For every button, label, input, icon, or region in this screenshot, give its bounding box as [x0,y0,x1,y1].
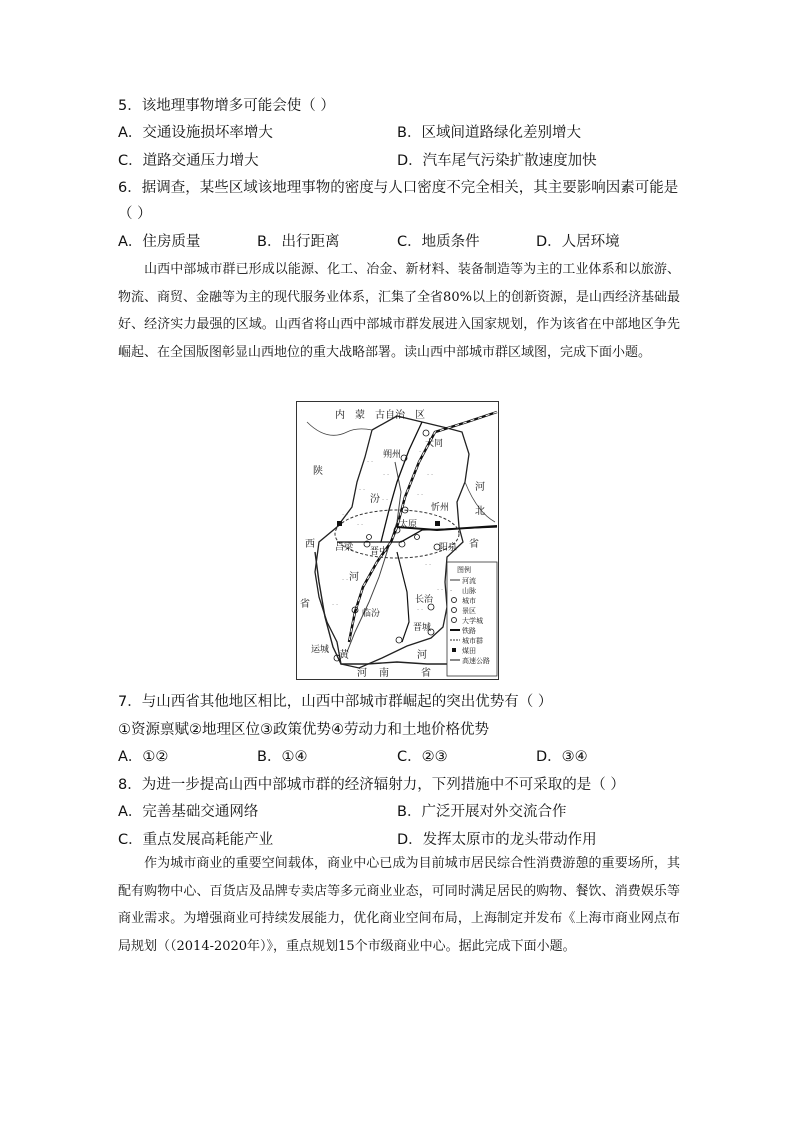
legend-university: 大学城 [462,617,483,625]
svg-text:ᐧ ᐧ: ᐧ ᐧ [342,576,348,584]
q5-option-d: D．汽车尾气污染扩散速度加快 [397,153,597,169]
svg-text:ᐧ ᐧ: ᐧ ᐧ [332,601,338,609]
river-north [307,422,372,435]
label-he-prov: 河 [417,650,427,661]
coalfield-marker [435,521,440,526]
q7-stem: 7．与山西省其他地区相比，山西中部城市群崛起的突出优势有（ ） [118,694,553,710]
label-fen: 汾 [370,494,380,505]
q6-stem-bracket: （ ） [118,206,152,222]
legend-mountain: 山脉 [462,587,476,595]
svg-text:ᐧ ᐧ: ᐧ ᐧ [383,471,389,479]
svg-text:ᐧ ᐧ: ᐧ ᐧ [359,486,365,494]
q7-option-c: C．②③ [397,749,448,765]
q6-option-d: D．人居环境 [536,234,620,250]
q6-option-b: B．出行距离 [257,234,340,250]
city-jinzhong: 晋中 [370,547,389,557]
q7-option-a: A．①② [118,749,169,765]
city-datong: 大同 [425,439,444,449]
legend-scenic: 景区 [462,607,476,615]
coalfield-marker [337,521,342,526]
label-henan-1: 河 [357,668,367,679]
legend-coalfield: 煤田 [462,647,476,655]
q8-option-d: D．发挥太原市的龙头带动作用 [397,832,597,848]
shanxi-city-cluster-map [296,401,499,680]
q6-option-c: C．地质条件 [397,234,480,250]
label-henan-2: 南 [379,668,389,679]
q6-option-a: A．住房质量 [118,234,201,250]
svg-text:ᐧ: ᐧ [450,587,452,595]
svg-text:ᐧ ᐧ: ᐧ ᐧ [357,521,363,529]
label-shaanxi-3: 省 [300,599,310,610]
city-xinzhou: 忻州 [431,503,450,513]
passage-shanxi [118,256,680,366]
svg-text:ᐧ ᐧ: ᐧ ᐧ [382,496,388,504]
label-hebei-3: 省 [469,539,479,550]
passage-shanxi-text: 山西中部城市群已形成以能源、化工、冶金、新材料、装备制造等为主的工业体系和以旅游、物流、商贸、金融等为主的现代服务业体系，汇集了全省80%以上的创新资源，是山西经济基础最好、经济实力最强的区域。山西省将山西中部城市群发展进入国家规划，作为该省在中部地区争先崛起、在全国版图彰显山西地位的重大战略部署。读山西中部城市群区域图，完成下面小题。 [118,262,680,360]
legend-cluster: 城市群 [462,637,483,645]
city-taiyuan: 太原 [399,520,418,530]
label-he: 河 [349,572,359,583]
legend-highway: 高速公路 [462,657,490,665]
svg-text:ᐧ ᐧ: ᐧ ᐧ [427,471,433,479]
city-changzhi: 长治 [415,595,434,605]
map-legend [447,562,497,676]
svg-text:ᐧ ᐧ: ᐧ ᐧ [367,458,373,466]
city-lvliang: 吕梁 [335,543,354,553]
label-shaanxi-2: 西 [305,539,315,550]
label-huang: 黄 [339,650,349,661]
label-sheng: 省 [421,668,431,679]
label-hebei-2: 北 [475,506,485,517]
passage-shanghai [118,850,680,960]
q6-stem: 6．据调查，某些区域该地理事物的密度与人口密度不完全相关，其主要影响因素可能是 [118,180,679,196]
highway-south [397,552,409,642]
legend-railway: 铁路 [462,627,476,635]
city-yuncheng: 运城 [311,645,330,655]
city-yangquan: 阳泉 [439,543,458,553]
city-jincheng: 晋城 [413,623,432,633]
svg-text:ᐧ ᐧ: ᐧ ᐧ [437,586,443,594]
q5-option-c: C．道路交通压力增大 [118,153,259,169]
svg-text:ᐧ ᐧ: ᐧ ᐧ [425,561,431,569]
legend-city: 城市 [462,597,476,605]
label-hebei-1: 河 [475,482,485,493]
q5-option-b: B．区域间道路绿化差别增大 [397,125,581,141]
label-shaanxi-1: 陕 [313,466,323,477]
legend-river: 河流 [462,577,476,585]
q8-option-a: A．完善基础交通网络 [118,804,259,820]
svg-text:ᐧ ᐧ: ᐧ ᐧ [417,491,423,499]
label-inner-mongolia: 内 蒙 古自治 区 [335,410,425,421]
q7-option-d: D．③④ [536,749,588,765]
q5-stem: 5．该地理事物增多可能会使（ ） [118,98,335,114]
city-linfen: 临汾 [362,609,381,619]
q7-option-b: B．①④ [257,749,308,765]
q8-option-c: C．重点发展高耗能产业 [118,832,274,848]
city-shuozhou: 朔州 [383,450,402,460]
svg-text:ᐧ ᐧ: ᐧ ᐧ [417,606,423,614]
svg-text:ᐧ ᐧ: ᐧ ᐧ [342,511,348,519]
svg-text:ᐧ ᐧ: ᐧ ᐧ [419,448,425,456]
passage-shanghai-text: 作为城市商业的重要空间载体，商业中心已成为目前城市居民综合性消费游憩的重要场所，其配有购物中心、百货店及品牌专卖店等多元商业业态，可同时满足居民的购物、餐饮、消费娱乐等商业需求。为增强商业可持续发展能力，优化商业空间布局，上海制定并发布《上海市商业网点布局规划（（2014-2020年）》，重点规划15个市级商业中心。据此完成下面小题。 [118,856,680,954]
q8-option-b: B．广泛开展对外交流合作 [397,804,567,820]
legend-title: 图例 [457,566,471,574]
q8-stem: 8．为进一步提高山西中部城市群的经济辐射力，下列措施中不可采取的是（ ） [118,777,625,793]
q7-items: ①资源禀赋②地理区位③政策优势④劳动力和土地价格优势 [118,722,489,738]
q5-option-a: A．交通设施损坏率增大 [118,125,273,141]
